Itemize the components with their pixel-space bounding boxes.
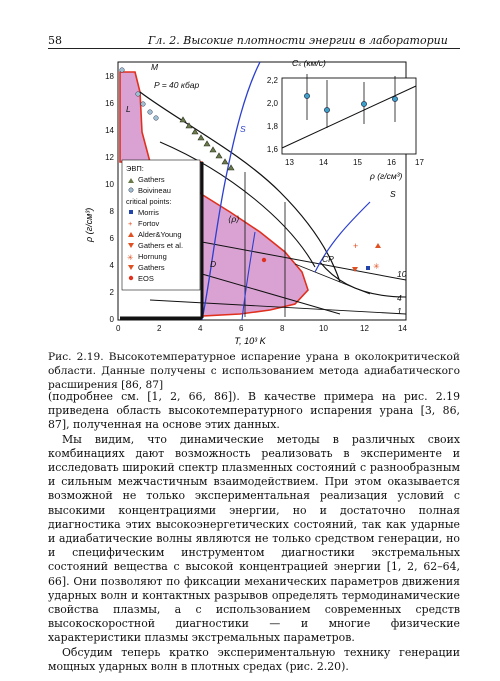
- svg-text:2: 2: [157, 324, 162, 333]
- svg-text:6: 6: [239, 324, 244, 333]
- page-header: [48, 34, 460, 48]
- svg-text:Boivineau: Boivineau: [138, 186, 171, 195]
- svg-text:Gathers: Gathers: [138, 263, 165, 272]
- y-ticks: [105, 72, 114, 324]
- label-10: 10: [397, 269, 407, 279]
- svg-text:2: 2: [109, 288, 114, 297]
- label-P: P = 40 кбар: [154, 80, 200, 90]
- running-title: Гл. 2. Высокие плотности энергии в лаборатории: [148, 34, 448, 47]
- svg-text:Hornung: Hornung: [138, 252, 167, 261]
- inset-plot: [267, 58, 425, 199]
- svg-text:15: 15: [353, 158, 362, 167]
- svg-text:16: 16: [105, 99, 114, 108]
- svg-text:6: 6: [109, 234, 114, 243]
- svg-text:0: 0: [116, 324, 121, 333]
- svg-text:+: +: [128, 219, 133, 228]
- inset-y-label: Cₛ (км/с): [292, 58, 326, 68]
- svg-text:critical points:: critical points:: [126, 197, 172, 206]
- page-number: 58: [48, 34, 62, 47]
- svg-text:8: 8: [280, 324, 285, 333]
- svg-text:2,0: 2,0: [266, 99, 278, 108]
- svg-text:10: 10: [319, 324, 328, 333]
- svg-text:8: 8: [109, 207, 114, 216]
- svg-text:14: 14: [398, 324, 407, 333]
- header-rule: [48, 48, 460, 49]
- svg-text:1,6: 1,6: [266, 145, 278, 154]
- paragraph: Мы видим, что динамические методы в различных своих комбинациях дают возможность реализовать в эксперименте и исследовать широкий спектр плазменных состояний с разнообразным и сильным межчастичным взаимодействием. При этом оказывается возможной не только экспериментальная реализация условий с высокими концентрациями энергии, но и достаточно полная диагностика этих высокоэнергетических состояний, так как ударные и адиабатические волны являются не только средством генерации, но и специфическим инструментом диагностики экстремальных состояний вещества с высокой концентрацией энергии [1, 2, 62–64, 66]. Они позволяют по фиксации механических параметров движения ударных волн и контактных разрывов определять термодинамические свойства плазмы, а с использованием современных средств высокоскоростной диагностики — и многие физические характеристики плазмы экстремальных параметров.: [48, 432, 460, 645]
- svg-text:Fortov: Fortov: [138, 219, 160, 228]
- svg-text:EOS: EOS: [138, 274, 154, 283]
- svg-text:14: 14: [319, 158, 328, 167]
- figure-2-19: [40, 52, 470, 347]
- legend: [122, 160, 200, 290]
- svg-text:✳: ✳: [373, 262, 380, 271]
- svg-text:1,8: 1,8: [266, 122, 278, 131]
- paragraph: (подробнее см. [1, 2, 66, 86]). В качестве примера на рис. 2.19 приведена область высокотемпературного испарения урана [3, 86, 87], полученная на основе этих данных.: [48, 390, 460, 432]
- svg-text:Alder&Young: Alder&Young: [138, 230, 182, 239]
- paragraph: Обсудим теперь кратко экспериментальную технику генерации мощных ударных волн в плотных средах (рис. 2.20).: [48, 645, 460, 673]
- svg-text:Gathers: Gathers: [138, 175, 165, 184]
- inset-x-label: ρ (г/см³): [370, 171, 403, 181]
- svg-text:0: 0: [109, 315, 114, 324]
- svg-text:4: 4: [198, 324, 203, 333]
- svg-text:✳: ✳: [127, 253, 134, 262]
- svg-text:13: 13: [285, 158, 294, 167]
- svg-text:12: 12: [105, 153, 114, 162]
- label-M: M: [151, 62, 159, 72]
- label-1: 1: [397, 306, 402, 316]
- label-D: D: [210, 259, 217, 269]
- svg-text:14: 14: [105, 126, 114, 135]
- label-S: S: [240, 124, 246, 134]
- figure-caption: Рис. 2.19. Высокотемпературное испарение урана в околокритической области. Данные получены с использованием метода адиабатического расширения [86, 87]: [48, 351, 460, 391]
- svg-text:4: 4: [109, 261, 114, 270]
- svg-text:Gathers et al.: Gathers et al.: [138, 241, 184, 250]
- svg-text:Morris: Morris: [138, 208, 159, 217]
- svg-text:+: +: [353, 241, 359, 251]
- label-CP: CP: [322, 254, 334, 264]
- label-L: L: [126, 104, 131, 114]
- svg-text:12: 12: [360, 324, 369, 333]
- svg-text:16: 16: [387, 158, 396, 167]
- x-ticks: [116, 324, 407, 333]
- body-text: [48, 390, 460, 674]
- inset-S-label: S: [390, 189, 396, 199]
- label-rho: ⟨ρ⟩: [228, 214, 240, 224]
- y-axis-label: ρ (г/см³): [84, 207, 94, 242]
- svg-text:2,2: 2,2: [266, 76, 278, 85]
- label-4: 4: [397, 293, 402, 303]
- x-axis-label: T, 10³ K: [234, 336, 266, 346]
- svg-text:ЭВП:: ЭВП:: [126, 164, 144, 173]
- svg-text:18: 18: [105, 72, 114, 81]
- svg-text:17: 17: [415, 158, 424, 167]
- svg-text:10: 10: [105, 180, 114, 189]
